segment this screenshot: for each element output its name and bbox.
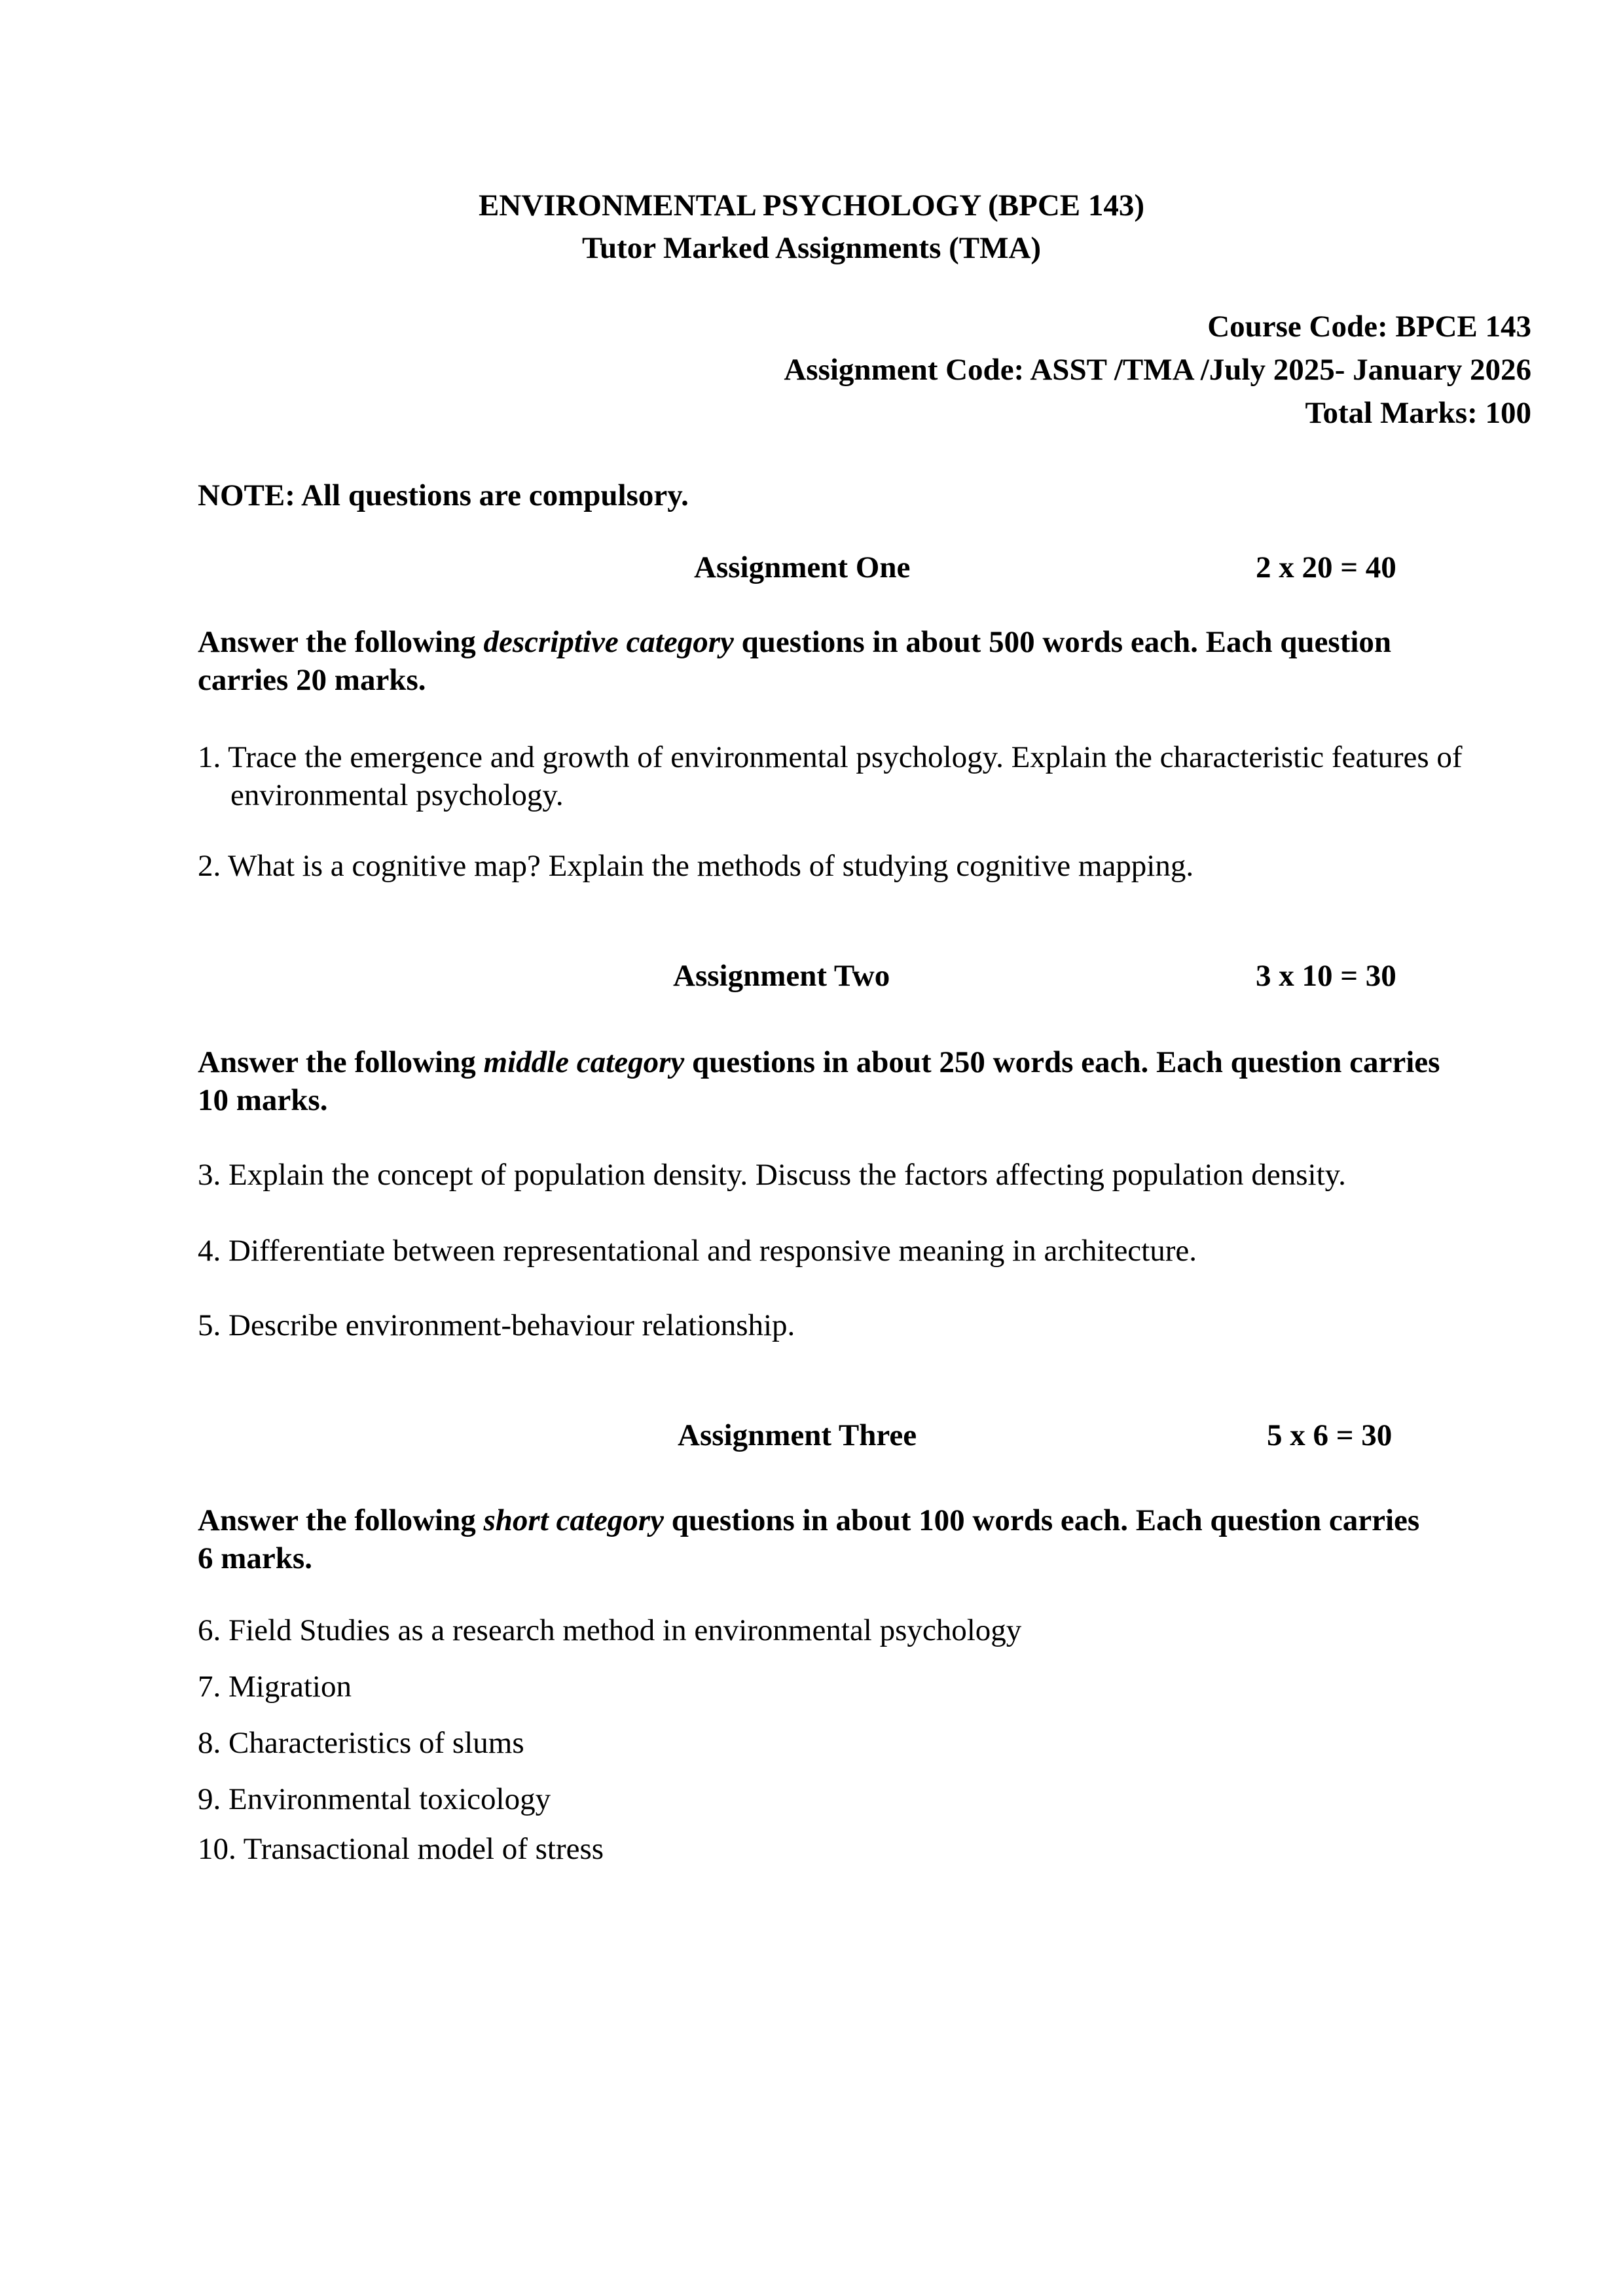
question-3: 3. Explain the concept of population density. Discuss the factors affecting population density.	[198, 1158, 1346, 1192]
question-9: 9. Environmental toxicology	[198, 1782, 551, 1816]
assignment-one-marks: 2 x 20 = 40	[1256, 550, 1396, 584]
total-marks: Total Marks: 100	[1305, 396, 1531, 430]
question-5: 5. Describe environment-behaviour relationship.	[198, 1308, 795, 1342]
assignment-two-marks: 3 x 10 = 30	[1256, 959, 1396, 993]
assignment-code: Assignment Code: ASST /TMA /July 2025- January 2026	[784, 353, 1531, 387]
assignment-three-instruction: Answer the following short category questions in about 100 words each. Each question carries 6 marks.	[198, 1503, 1420, 1575]
assignment-two-instruction: Answer the following middle category questions in about 250 words each. Each question carries 10 marks.	[198, 1045, 1440, 1117]
question-6: 6. Field Studies as a research method in environmental psychology	[198, 1613, 1022, 1647]
assignment-three-title: Assignment Three	[678, 1418, 917, 1452]
assignment-two-title: Assignment Two	[673, 959, 890, 993]
assignment-one-instruction: Answer the following descriptive category questions in about 500 words each. Each question carries 20 marks.	[198, 625, 1392, 697]
question-1: 1. Trace the emergence and growth of environmental psychology. Explain the characteristic features of environmental psychology.	[198, 740, 1463, 812]
question-8: 8. Characteristics of slums	[198, 1726, 524, 1760]
question-7: 7. Migration	[198, 1670, 352, 1704]
note: NOTE: All questions are compulsory.	[198, 478, 689, 512]
category-emphasis: descriptive category	[483, 625, 734, 659]
document-subtitle: Tutor Marked Assignments (TMA)	[581, 231, 1042, 265]
question-10: 10. Transactional model of stress	[198, 1832, 604, 1866]
category-emphasis: middle category	[483, 1045, 685, 1079]
assignment-one-title: Assignment One	[694, 550, 911, 584]
document-title: ENVIRONMENTAL PSYCHOLOGY (BPCE 143)	[478, 188, 1145, 223]
question-2: 2. What is a cognitive map? Explain the methods of studying cognitive mapping.	[198, 849, 1194, 883]
category-emphasis: short category	[483, 1503, 664, 1537]
question-4: 4. Differentiate between representational and responsive meaning in architecture.	[198, 1234, 1197, 1268]
assignment-three-marks: 5 x 6 = 30	[1267, 1418, 1393, 1452]
course-code: Course Code: BPCE 143	[1207, 310, 1531, 344]
